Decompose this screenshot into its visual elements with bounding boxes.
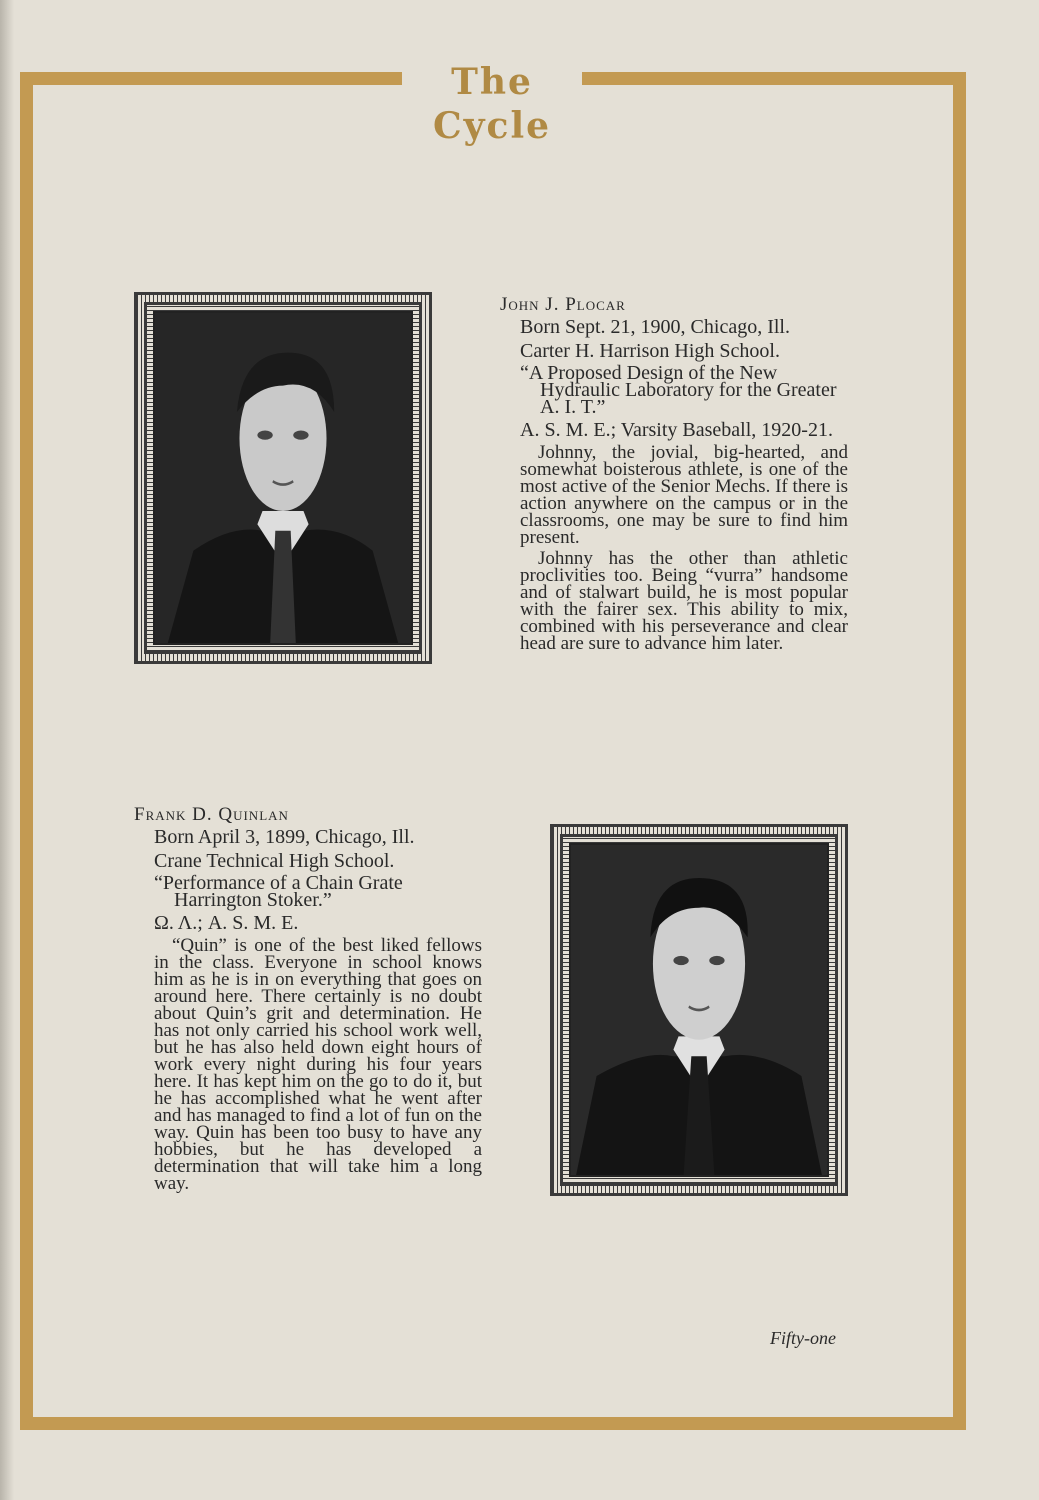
portrait-frame-quinlan xyxy=(550,824,848,1196)
page-edge-shadow xyxy=(0,0,14,1500)
portrait-frame-plocar xyxy=(134,292,432,664)
thesis-title: “Performance of a Chain Grate Harrington Stoker.” xyxy=(154,872,403,911)
portrait-photo-quinlan xyxy=(569,843,829,1177)
high-school: Crane Technical High School. xyxy=(154,850,395,872)
high-school: Carter H. Harrison High School. xyxy=(520,340,780,362)
birth-info: Born Sept. 21, 1900, Chicago, Ill. xyxy=(520,316,790,338)
page-border xyxy=(20,72,966,1430)
bio-paragraph: Johnny, the jovial, big-hearted, and somewhat boisterous athlete, is one of the most active of the Senior Mechs. If there is action anywhere on the campus or in the classrooms, one may be sure to find him present. xyxy=(520,442,848,548)
page-header-title: The Cycle xyxy=(402,60,582,104)
thesis-title: “A Proposed Design of the New Hydraulic Laboratory for the Greater A. I. T.” xyxy=(520,362,837,418)
activities: Ω. Λ.; A. S. M. E. xyxy=(154,912,299,934)
portrait-photo-plocar xyxy=(153,311,413,645)
activities: A. S. M. E.; Varsity Baseball, 1920-21. xyxy=(520,419,833,441)
bio-quinlan xyxy=(134,806,482,1196)
page-number: Fifty-one xyxy=(770,1328,836,1348)
birth-info: Born April 3, 1899, Chicago, Ill. xyxy=(154,826,415,848)
person-name: Frank D. Quinlan xyxy=(134,804,289,825)
bio-paragraph: Johnny has the other than athletic proclivities too. Being “vurra” handsome and of stalwart build, he is most popular with the fairer sex. This ability to mix, combined with his perseverance and clear head are sure to advance him later. xyxy=(520,548,848,654)
bio-plocar xyxy=(500,296,848,656)
person-name: John J. Plocar xyxy=(500,294,626,315)
bio-paragraph: “Quin” is one of the best liked fellows in the class. Everyone in school knows him as he is in on everything that goes on around here. There certainly is no doubt about Quin’s grit and determination. He has not only carried his school work well, but he has also held down eight hours of work every night during his four years here. It has kept him on the go to do it, but he has accomplished what he went after and has managed to find a lot of fun on the way. Quin has been too busy to have any hobbies, but he has developed a determination that will take him a long way. xyxy=(154,935,482,1194)
